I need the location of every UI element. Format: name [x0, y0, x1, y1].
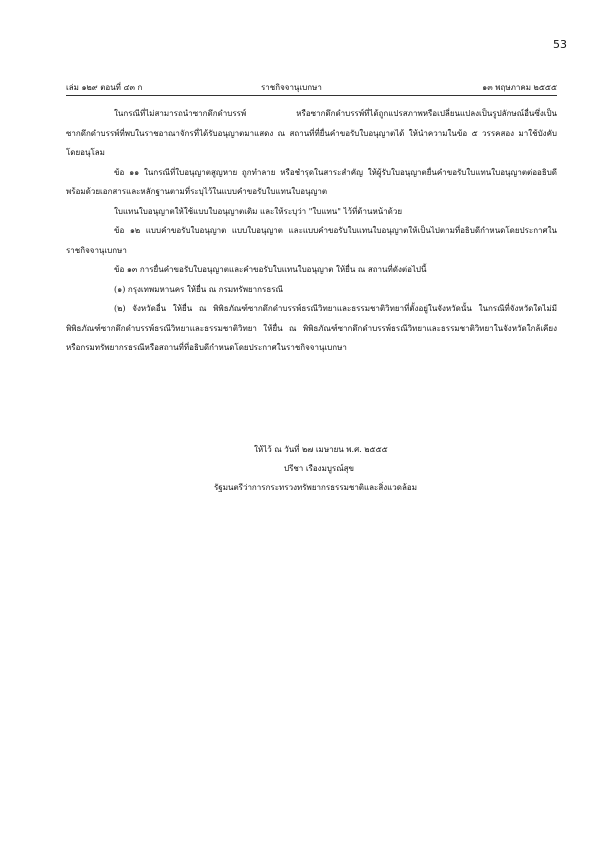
header-date: ๑๓ พฤษภาคม ๒๕๕๕: [482, 83, 557, 92]
page-number: 53: [553, 38, 567, 51]
signature-date: ให้ไว้ ณ วันที่ ๒๗ เมษายน พ.ศ. ๒๕๕๕: [254, 445, 388, 454]
gazette-header: [66, 81, 557, 94]
paragraph-clause-12: ข้อ ๑๒ แบบคำขอรับใบอนุญาต แบบใบอนุญาต และแบบคำขอรับใบแทนใบอนุญาตให้เป็นไปตามที่อธิบดีกำหนดโดยประกาศในราชกิจจานุเบกษา: [66, 226, 557, 255]
document-body: [66, 104, 557, 358]
paragraph-item-2: (๒) จังหวัดอื่น ให้ยื่น ณ พิพิธภัณฑ์ซากดึกดำบรรพ์ธรณีวิทยาและธรรมชาติวิทยาที่ตั้งอยู่ในจังหวัดนั้น ในกรณีที่จังหวัดใดไม่มีพิพิธภัณฑ์ซากดึกดำบรรพ์ธรณีวิทยาและธรรมชาติวิทยา ให้ยื่น ณ พิพิธภัณฑ์ซากดึกดำบรรพ์ธรณีวิทยาและธรรมชาติวิทยาในจังหวัดใกล้เคียง หรือกรมทรัพยากรธรณีหรือสถานที่ที่อธิบดีกำหนดโดยประกาศในราชกิจจานุเบกษา: [66, 304, 557, 352]
signature-block: [66, 440, 557, 497]
header-volume: เล่ม ๑๒๙ ตอนที่ ๔๓ ก: [66, 83, 143, 92]
paragraph-display-rule: ในกรณีที่ไม่สามารถนำซากดึกดำบรรพ์ หรือซากดึกดำบรรพ์ที่ได้ถูกแปรสภาพหรือเปลี่ยนแปลงเป็นรูปลักษณ์อื่นซึ่งเป็นซากดึกดำบรรพ์ที่พบในราชอาณาจักรที่ได้รับอนุญาตมาแสดง ณ สถานที่ที่ยื่นคำขอรับใบอนุญาตได้ ให้นำความในข้อ ๕ วรรคสอง มาใช้บังคับโดยอนุโลม: [66, 109, 557, 157]
paragraph-replacement-license: ใบแทนใบอนุญาตให้ใช้แบบใบอนุญาตเดิม และให้ระบุว่า "ใบแทน" ไว้ที่ด้านหน้าด้วย: [114, 206, 403, 216]
signatory-title: รัฐมนตรีว่าการกระทรวงทรัพยากรธรรมชาติและสิ่งแวดล้อม: [214, 483, 417, 492]
paragraph-clause-13: ข้อ ๑๓ การยื่นคำขอรับใบอนุญาตและคำขอรับใบแทนใบอนุญาต ให้ยื่น ณ สถานที่ดังต่อไปนี้: [114, 265, 427, 274]
header-rule: [66, 95, 557, 96]
paragraph-item-1: (๑) กรุงเทพมหานคร ให้ยื่น ณ กรมทรัพยากรธรณี: [114, 284, 283, 294]
header-gazette-title: ราชกิจจานุเบกษา: [261, 83, 322, 92]
signatory-name: ปรีชา เรืองมบูรณ์สุข: [284, 464, 355, 473]
paragraph-clause-11: ข้อ ๑๑ ในกรณีที่ใบอนุญาตสูญหาย ถูกทำลาย หรือชำรุดในสาระสำคัญ ให้ผู้รับใบอนุญาตยื่นคำขอรับใบแทนใบอนุญาตต่ออธิบดี พร้อมด้วยเอกสารและหลักฐานตามที่ระบุไว้ในแบบคำขอรับใบแทนใบอนุญาต: [66, 167, 557, 196]
